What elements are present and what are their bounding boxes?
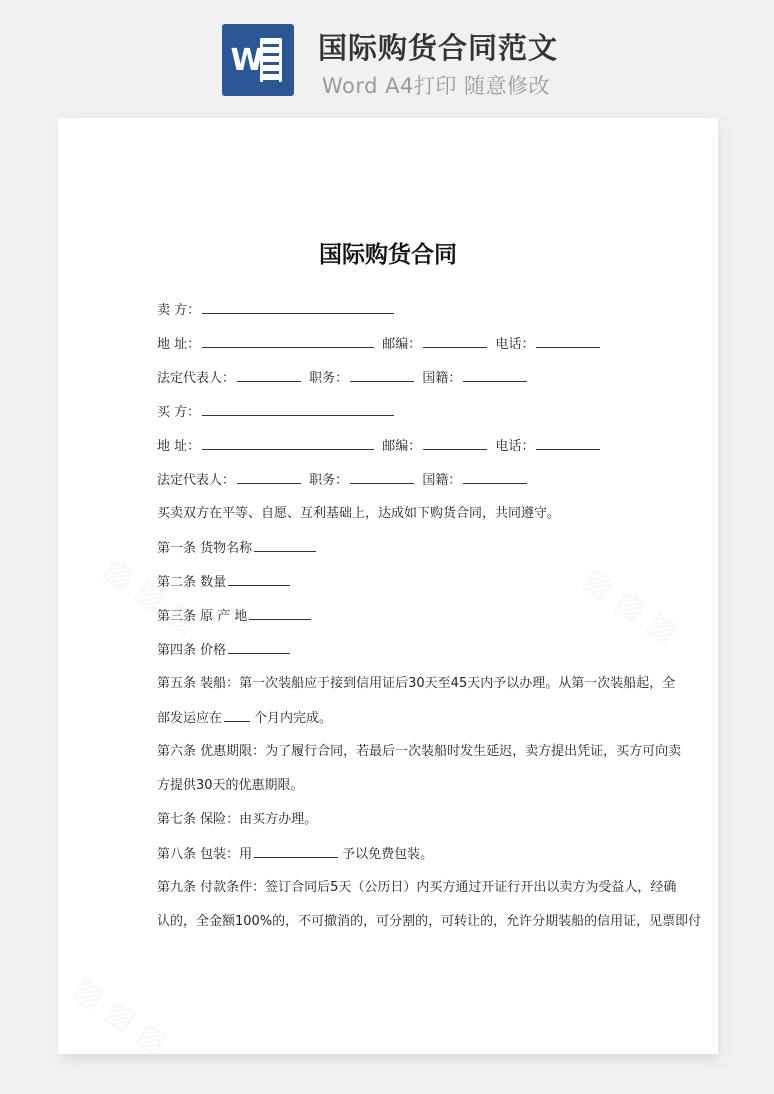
seller-line [157,301,398,320]
buyer-phone-blank[interactable] [536,437,600,450]
seller-blank[interactable] [202,301,394,314]
word-logo-letter: W [230,43,264,78]
article-2-text: 第二条 数量 [157,575,227,590]
buyer-position-blank[interactable] [350,471,414,484]
article-5-text-a: 部发运应在 [157,711,223,726]
article-1 [157,539,320,558]
article-5-text-b: 个月内完成。 [254,711,333,726]
buyer-postcode-label: 邮编： [382,439,422,454]
article-6-line-2: 方提供30天的优惠期限。 [157,778,304,793]
buyer-nationality-blank[interactable] [463,471,527,484]
seller-address-label: 地 址： [157,337,201,352]
buyer-label: 买 方： [157,405,201,420]
document-page [58,118,718,1054]
article-8-text-b: 予以免费包装。 [342,847,434,862]
article-4-text: 第四条 价格 [157,643,227,658]
buyer-postcode-blank[interactable] [423,437,487,450]
article-8 [157,845,433,864]
seller-label: 卖 方： [157,303,201,318]
buyer-address-line [157,437,604,456]
article-2-blank[interactable] [228,573,290,586]
seller-phone-label: 电话： [495,337,535,352]
buyer-address-blank[interactable] [202,437,374,450]
article-2 [157,573,294,592]
buyer-rep-label: 法定代表人： [157,473,236,488]
article-8-text-a: 第八条 包装：用 [157,847,253,862]
article-4-blank[interactable] [228,641,290,654]
article-7: 第七条 保险：由买方办理。 [157,812,318,827]
seller-address-line [157,335,604,354]
seller-phone-blank[interactable] [536,335,600,348]
seller-position-label: 职务： [309,371,349,386]
buyer-rep-blank[interactable] [237,471,301,484]
article-6-line-1: 第六条 优惠期限：为了履行合同，若最后一次装船时发生延迟，卖方提出凭证，买方可向卖 [157,744,682,759]
seller-nationality-label: 国籍： [422,371,462,386]
intro-paragraph: 买卖双方在平等、自愿、互利基础上，达成如下购货合同，共同遵守。 [157,506,561,521]
article-4 [157,641,294,660]
seller-postcode-blank[interactable] [423,335,487,348]
watermark [578,561,685,650]
article-5-line-1: 第五条 装船：第一次装船应于接到信用证后30天至45天内予以办理。从第一次装船起，全 [157,676,676,691]
buyer-blank[interactable] [202,403,394,416]
buyer-line [157,403,398,422]
seller-rep-label: 法定代表人： [157,371,236,386]
article-9-line-2: 认的，全金额100%的，不可撤消的，可分割的，可转让的，允许分期装船的信用证，见票即付 [157,914,702,929]
seller-postcode-label: 邮编： [382,337,422,352]
buyer-position-label: 职务： [309,473,349,488]
article-3 [157,607,315,626]
buyer-rep-line [157,471,531,490]
seller-rep-line [157,369,531,388]
article-5-blank[interactable] [224,709,250,722]
buyer-phone-label: 电话： [495,439,535,454]
seller-nationality-blank[interactable] [463,369,527,382]
article-1-text: 第一条 货物名称 [157,541,253,556]
buyer-address-label: 地 址： [157,439,201,454]
watermark [68,971,175,1054]
seller-position-blank[interactable] [350,369,414,382]
watermark [98,551,205,640]
banner-subtitle: Word A4打印 随意修改 [322,74,551,98]
article-3-text: 第三条 原 产 地 [157,609,248,624]
banner-title: 国际购货合同范文 [318,31,559,65]
buyer-nationality-label: 国籍： [422,473,462,488]
banner-header [0,0,774,110]
seller-rep-blank[interactable] [237,369,301,382]
article-8-blank[interactable] [254,845,338,858]
article-9-line-1: 第九条 付款条件：签订合同后5天（公历日）内买方通过开证行开出以卖方为受益人，经确 [157,880,677,895]
document-title: 国际购货合同 [319,242,457,268]
article-5-line-2 [157,709,332,728]
article-1-blank[interactable] [254,539,316,552]
seller-address-blank[interactable] [202,335,374,348]
word-icon [222,24,294,96]
article-3-blank[interactable] [249,607,311,620]
